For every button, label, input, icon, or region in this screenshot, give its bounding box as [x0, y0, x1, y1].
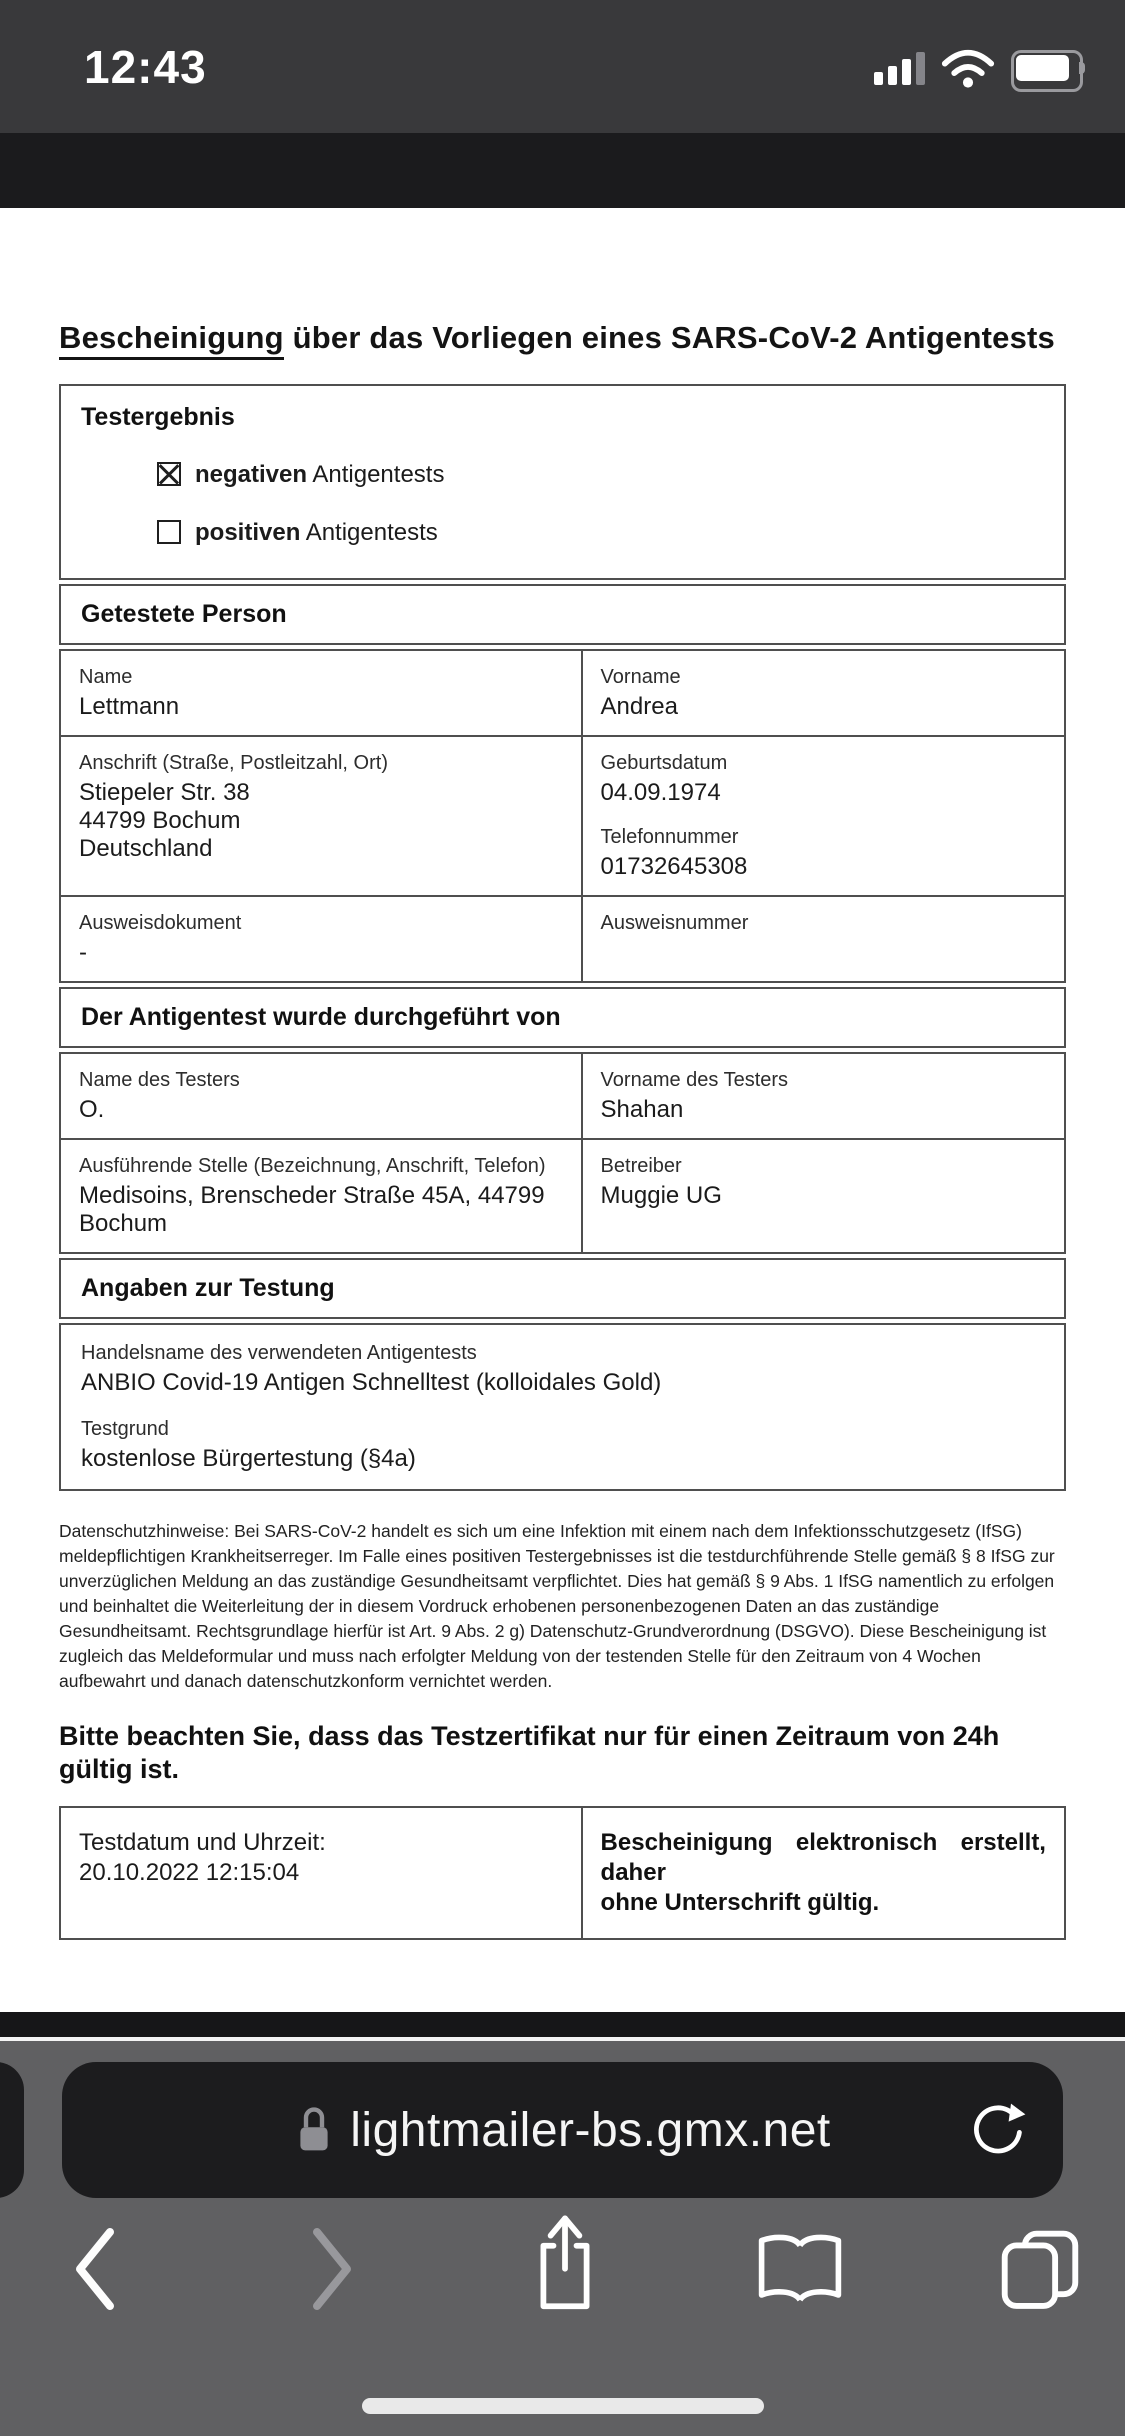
field-label: Ausweisnummer — [600, 912, 749, 934]
field-label: Telefonnummer — [600, 826, 739, 848]
tabs-button[interactable] — [998, 2227, 1082, 2311]
field-label: Vorname — [600, 666, 681, 688]
person-table — [59, 649, 1066, 983]
result-option-emphasis: negativen — [195, 461, 308, 488]
field-label: Ausweisdokument — [79, 912, 242, 934]
table-row — [61, 1054, 1064, 1138]
share-button[interactable] — [529, 2211, 601, 2315]
result-option-positive — [81, 518, 1044, 548]
field-value: 01732645308 — [600, 853, 748, 880]
section-header-getestete-person: Getestete Person — [59, 584, 1066, 645]
result-option-rest: Antigentests — [300, 519, 438, 546]
cell-testdatum — [61, 1808, 583, 1938]
field-handelsname — [81, 1341, 1044, 1397]
page-title — [59, 320, 1066, 356]
field-value-line: Stiepeler Str. 38 — [79, 779, 250, 806]
wifi-icon — [939, 46, 997, 90]
testing-details-box — [59, 1323, 1066, 1491]
title-rest: über das Vorliegen eines SARS-CoV-2 Antigentests — [283, 320, 1055, 355]
table-row — [61, 651, 1064, 735]
result-option-negative — [81, 460, 1044, 490]
url-text: lightmailer-bs.gmx.net — [350, 2103, 831, 2157]
field-label: Geburtsdatum — [600, 752, 728, 774]
cell-elektronisch-erstellt — [583, 1808, 1064, 1938]
field-value: - — [79, 939, 87, 966]
field-label: Anschrift (Straße, Postleitzahl, Ort) — [79, 752, 388, 774]
field-label: Betreiber — [600, 1155, 682, 1177]
cell-ausweisnummer — [583, 897, 1064, 981]
field-value: ANBIO Covid-19 Antigen Schnelltest (kolloidales Gold) — [81, 1369, 662, 1396]
cell-name — [61, 651, 583, 735]
section-header-testergebnis: Testergebnis — [81, 403, 235, 431]
field-value-line: Deutschland — [79, 835, 213, 862]
field-label: Name des Testers — [79, 1069, 240, 1091]
statement-line: Bescheinigung elektronisch erstellt, daher — [600, 1829, 1046, 1886]
lock-icon — [294, 2104, 334, 2156]
reload-icon[interactable] — [969, 2100, 1029, 2160]
field-label: Name — [79, 666, 133, 688]
cell-geburtsdatum-telefon — [583, 737, 1064, 895]
field-value: Andrea — [600, 693, 678, 720]
status-icons — [874, 46, 1085, 90]
cell-betreiber — [583, 1140, 1064, 1252]
table-row — [61, 735, 1064, 895]
address-bar[interactable] — [62, 2062, 1063, 2198]
field-value: O. — [79, 1096, 105, 1123]
field-testgrund — [81, 1417, 1044, 1473]
table-row — [61, 1138, 1064, 1252]
certificate-document — [0, 208, 1125, 2012]
result-option-rest: Antigentests — [307, 461, 445, 488]
section-header-angaben-zur-testung: Angaben zur Testung — [59, 1258, 1066, 1319]
tester-table — [59, 1052, 1066, 1254]
validity-note: Bitte beachten Sie, dass das Testzertifikat nur für einen Zeitraum von 24h gültig ist. — [59, 1721, 1000, 1784]
back-button[interactable] — [72, 2226, 118, 2312]
field-label: Testdatum und Uhrzeit: — [79, 1829, 326, 1856]
field-label: Handelsname des verwendeten Antigentests — [81, 1342, 477, 1364]
section-header-antigentest-durchgefuehrt: Der Antigentest wurde durchgeführt von — [59, 987, 1066, 1048]
forward-button[interactable] — [309, 2226, 355, 2312]
webpage-bottom-band — [0, 2012, 1125, 2037]
summary-table — [59, 1806, 1066, 1940]
field-value: kostenlose Bürgertestung (§4a) — [81, 1445, 416, 1472]
cellular-signal-icon — [874, 51, 925, 85]
field-value: Shahan — [600, 1096, 684, 1123]
battery-icon — [1011, 50, 1085, 86]
previous-tab-edge[interactable] — [0, 2062, 24, 2198]
cell-anschrift — [61, 737, 583, 895]
field-value: 04.09.1974 — [600, 779, 721, 806]
safari-bottom-bar — [0, 2041, 1125, 2436]
bookmarks-button[interactable] — [752, 2229, 848, 2309]
table-row — [61, 895, 1064, 981]
field-label: Ausführende Stelle (Bezeichnung, Anschrift, Telefon) — [79, 1155, 546, 1177]
checked-checkbox-icon — [157, 462, 181, 486]
field-value: Lettmann — [79, 693, 180, 720]
unchecked-checkbox-icon — [157, 520, 181, 544]
cell-name-testers — [61, 1054, 583, 1138]
field-label: Vorname des Testers — [600, 1069, 789, 1091]
status-time: 12:43 — [84, 41, 207, 93]
field-value-line: 44799 Bochum — [79, 807, 241, 834]
result-option-emphasis: positiven — [195, 519, 301, 546]
field-value: 20.10.2022 12:15:04 — [79, 1859, 300, 1886]
field-value: Muggie UG — [600, 1182, 722, 1209]
title-underlined: Bescheinigung — [59, 320, 284, 360]
field-value: Medisoins, Brenscheder Straße 45A, 44799 Bochum — [79, 1182, 545, 1237]
cell-vorname-testers — [583, 1054, 1064, 1138]
home-indicator[interactable] — [362, 2398, 764, 2414]
field-label: Testgrund — [81, 1418, 169, 1440]
cell-ausfuehrende-stelle — [61, 1140, 583, 1252]
privacy-note: Datenschutzhinweise: Bei SARS-CoV-2 handelt es sich um eine Infektion mit einem nach dem Infektionsschutzgesetz (IfSG) meldepflichtigen Krankheitserreger. Im Falle eines positiven Testergebnisses ist die testdurchführende Stelle gemäß § 8 IfSG zur unverzüglichen Meldung an das zuständige Gesundheitsamt verpflichtet. Dies hat gemäß § 9 Abs. 1 IfSG namentlich zu erfolgen und beinhaltet die Weiterleitung der in diesem Vordruck erhobenen personenbezogenen Daten an das zuständige Gesundheitsamt. Rechtsgrundlage hierfür ist Art. 9 Abs. 2 g) Datenschutz-Grundverordnung (DSGVO). Diese Bescheinigung ist zugleich das Meldeformular und muss nach erfolgter Meldung von der testenden Stelle für den Zeitraum von 4 Wochen aufbewahrt und danach datenschutzkonform vernichtet werden. — [59, 1521, 1055, 1691]
cell-vorname — [583, 651, 1064, 735]
test-result-box — [59, 384, 1066, 580]
cell-ausweisdokument — [61, 897, 583, 981]
status-bar — [0, 0, 1125, 133]
webpage-top-band — [0, 133, 1125, 208]
statement-line: ohne Unterschrift gültig. — [600, 1889, 880, 1916]
